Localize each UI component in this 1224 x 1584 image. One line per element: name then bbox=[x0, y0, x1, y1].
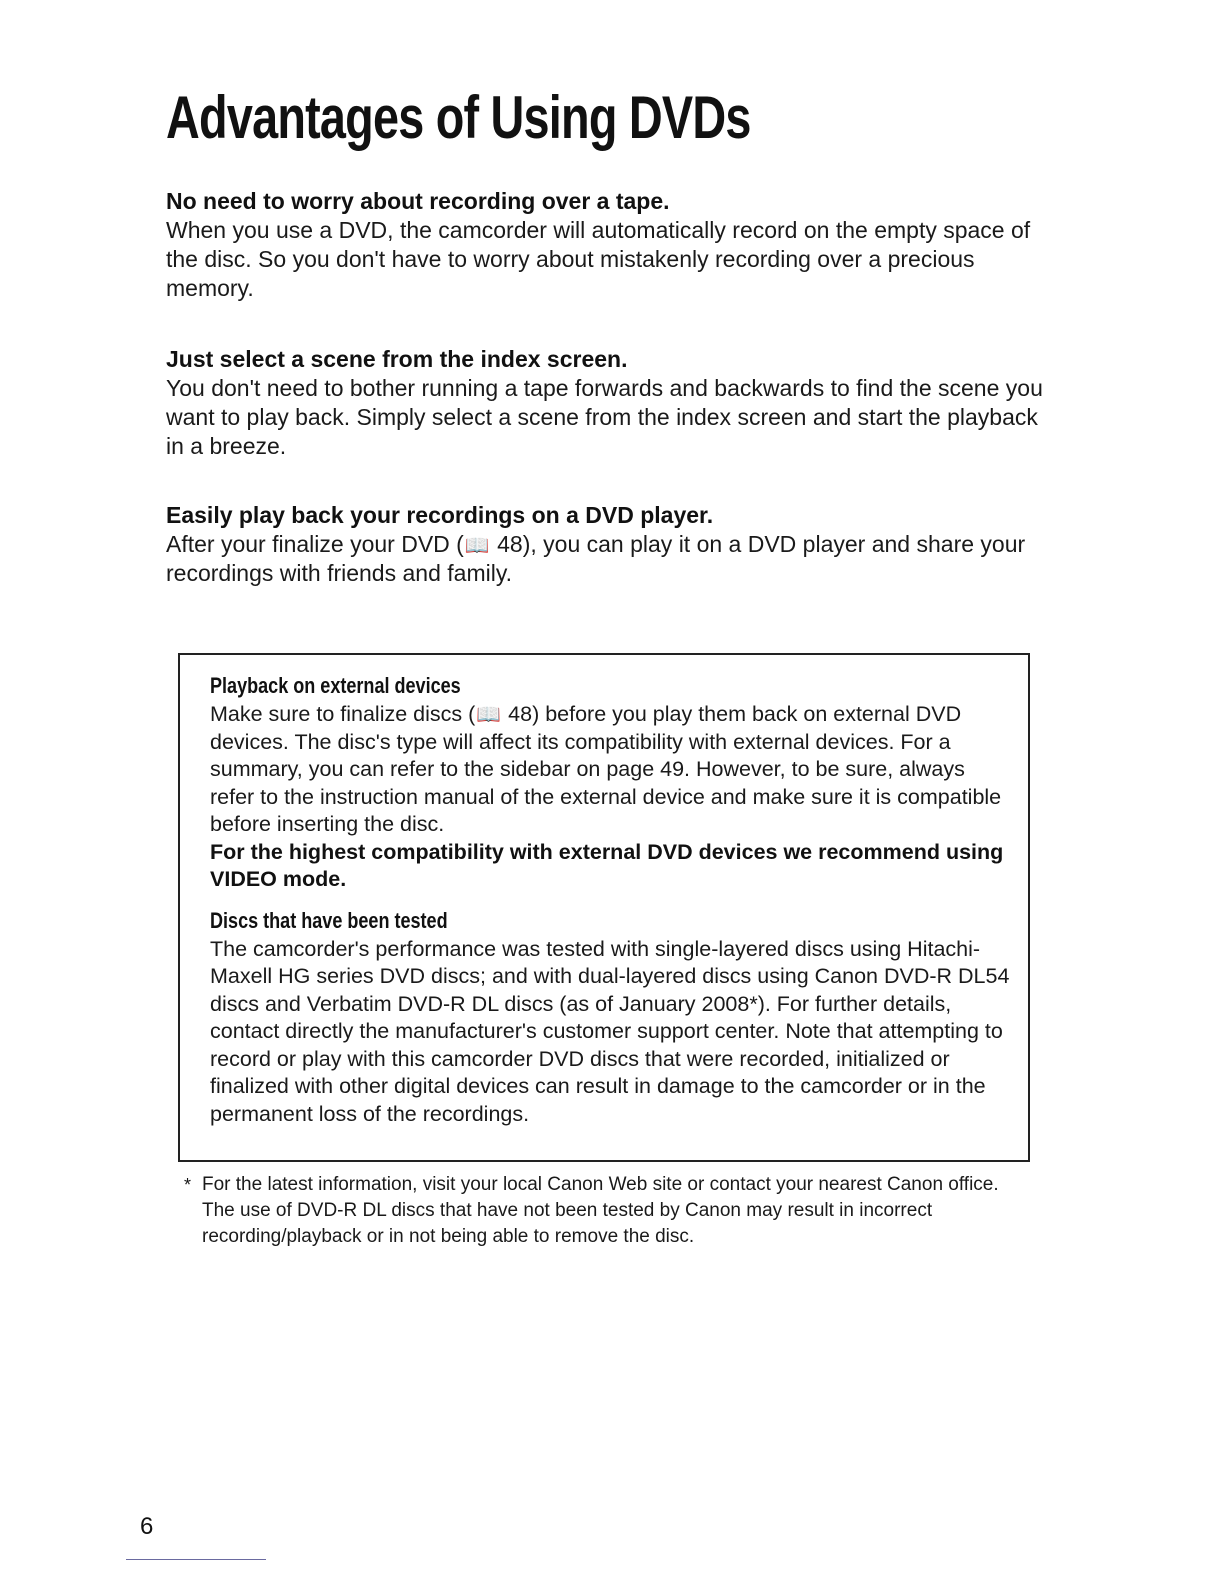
section-index-screen bbox=[166, 344, 1056, 461]
note-heading-playback: Playback on external devices bbox=[210, 673, 461, 698]
page-number: 6 bbox=[140, 1513, 154, 1540]
section-body bbox=[166, 530, 1056, 588]
body-text: Make sure to finalize discs ( bbox=[210, 702, 476, 726]
note-box bbox=[178, 653, 1030, 1162]
section-heading: No need to worry about recording over a tape. bbox=[166, 188, 670, 214]
section-body: When you use a DVD, the camcorder will automatically record on the empty space of the disc. So you don't have to worry about mistakenly recording over a precious memory. bbox=[166, 217, 1031, 301]
note-body-tested: The camcorder's performance was tested with single-layered discs using Hitachi-Maxell HG series DVD discs; and with dual-layered discs using Canon DVD-R DL54 discs and Verbatim DVD-R DL discs (as of January 2008*). For further details, contact directly the manufacturer's customer support center. Note that attempting to record or play with this camcorder DVD discs that were recorded, initialized or finalized with other digital devices can result in damage to the camcorder or in the permanent loss of the recordings. bbox=[210, 936, 1010, 1126]
book-reference-icon: 📖 bbox=[464, 535, 490, 557]
body-text: After your finalize your DVD ( bbox=[166, 531, 464, 557]
body-text: ) before you play them back on external DVD devices. The disc's type will affect its compatibility with external devices. For a summary, you can refer to the sidebar on page 49. However, to be sure, always refer to the instruction manual of the external device and make sure it is compatible before inserting the disc. bbox=[210, 702, 1002, 836]
footnote bbox=[184, 1172, 1014, 1250]
section-heading: Just select a scene from the index screen. bbox=[166, 346, 628, 372]
section-dvd-player bbox=[166, 500, 1056, 588]
section-heading: Easily play back your recordings on a DVD player. bbox=[166, 502, 714, 528]
footnote-marker: * bbox=[184, 1175, 192, 1195]
body-text: ), you can play it on a DVD player and share your recordings with friends and family. bbox=[166, 531, 1026, 586]
note-recommendation: For the highest compatibility with external DVD devices we recommend using VIDEO mode. bbox=[210, 839, 1004, 891]
bottom-rule bbox=[126, 1559, 266, 1560]
section-tape bbox=[166, 186, 1056, 303]
page-reference: 48 bbox=[497, 531, 523, 557]
note-body-playback bbox=[210, 701, 1015, 839]
footnote-text: For the latest information, visit your local Canon Web site or contact your nearest Canon office. The use of DVD-R DL discs that have not been tested by Canon may result in incorrect recording/playback or in not being able to remove the disc. bbox=[202, 1174, 999, 1247]
page-title: Advantages of Using DVDs bbox=[166, 84, 751, 151]
section-body: You don't need to bother running a tape forwards and backwards to find the scene you want to play back. Simply select a scene from the index screen and start the playback in a breeze. bbox=[166, 375, 1043, 459]
note-content bbox=[210, 671, 1015, 1128]
note-heading-tested: Discs that have been tested bbox=[210, 907, 448, 933]
book-reference-icon: 📖 bbox=[476, 704, 502, 726]
page-reference: 48 bbox=[508, 702, 533, 726]
